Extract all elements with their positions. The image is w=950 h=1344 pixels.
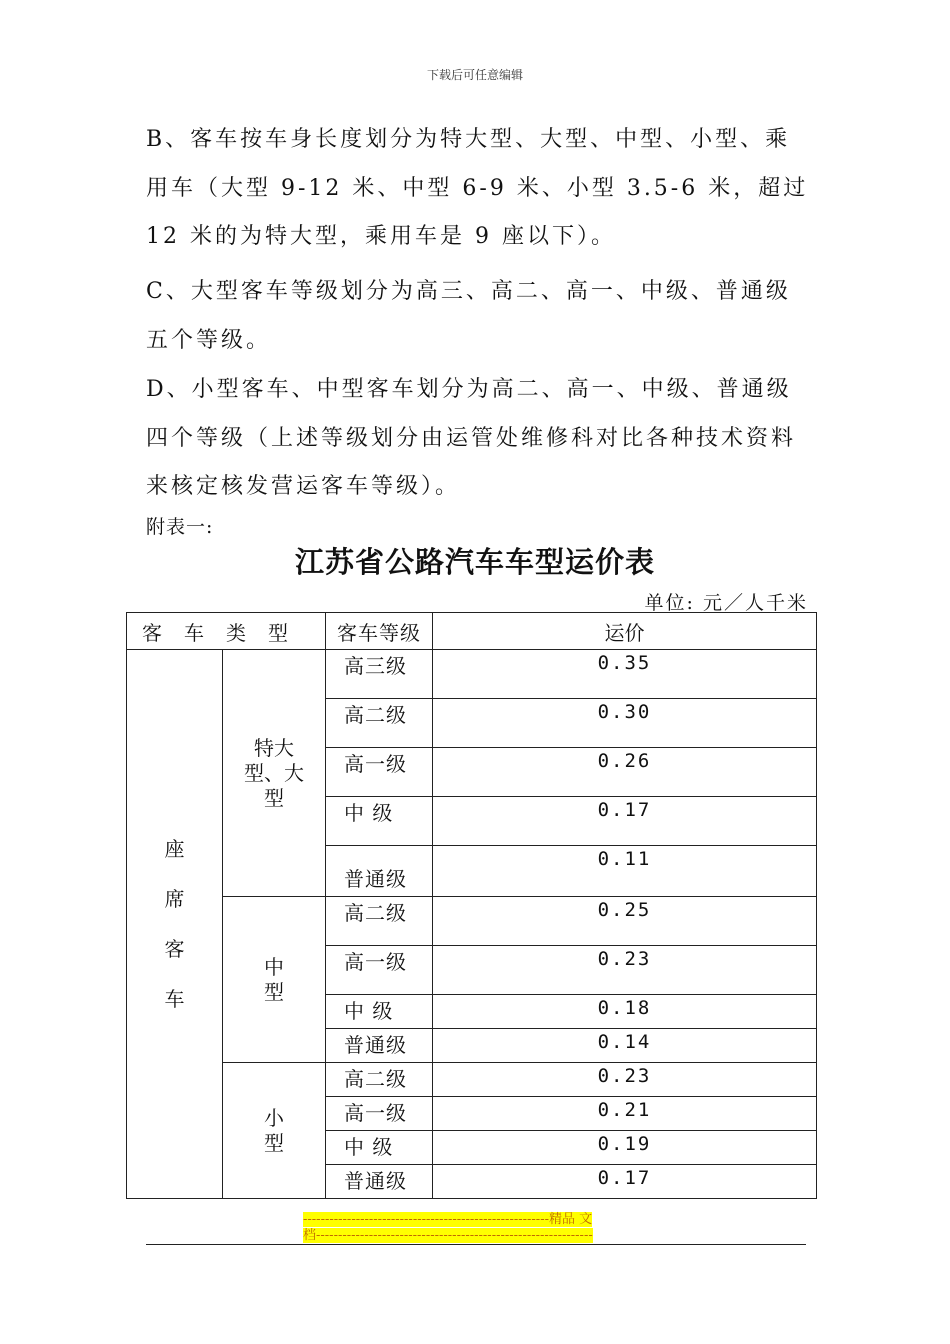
category-cell bbox=[127, 650, 223, 1199]
table-row bbox=[127, 897, 817, 946]
header-grade: 客车等级 bbox=[326, 613, 433, 650]
paragraph-d-text: D、小型客车、中型客车划分为高二、高一、中级、普通级四个等级（上述等级划分由运管处维修科对比各种技术资料来核定核发营运客车等级）。 bbox=[146, 377, 797, 499]
grade-cell: 中 级 bbox=[326, 995, 433, 1029]
price-cell: 0.21 bbox=[433, 1097, 817, 1131]
footer-line-2: 档--------------------------------------------------------------- bbox=[303, 1228, 593, 1243]
appendix-label: 附表一: bbox=[146, 516, 214, 538]
size-cell-small bbox=[223, 1063, 326, 1199]
price-cell: 0.23 bbox=[433, 946, 817, 995]
grade-cell: 高二级 bbox=[326, 699, 433, 748]
price-cell: 0.19 bbox=[433, 1131, 817, 1165]
table-header-row bbox=[127, 613, 817, 650]
price-cell: 0.25 bbox=[433, 897, 817, 946]
footer-rule bbox=[146, 1244, 806, 1245]
table-title: 江苏省公路汽车车型运价表 bbox=[294, 545, 655, 579]
header-type: 客车类型 bbox=[127, 613, 326, 650]
paragraph-c bbox=[146, 268, 810, 365]
grade-cell: 高二级 bbox=[326, 897, 433, 946]
unit-label: 单位: 元／人千米 bbox=[644, 592, 808, 614]
grade-cell: 高三级 bbox=[326, 650, 433, 699]
paragraph-b-text: B、客车按车身长度划分为特大型、大型、中型、小型、乘用车（大型 9-12 米、中型 6-9 米、小型 3.5-6 米，超过 12 米的为特大型，乘用车是 9 座以下）。 bbox=[146, 127, 809, 249]
price-cell: 0.14 bbox=[433, 1029, 817, 1063]
size-cell-large bbox=[223, 650, 326, 897]
price-cell: 0.35 bbox=[433, 650, 817, 699]
grade-cell: 中 级 bbox=[326, 1131, 433, 1165]
category-label: 座席客车 bbox=[164, 837, 185, 1011]
price-cell: 0.23 bbox=[433, 1063, 817, 1097]
grade-cell: 普通级 bbox=[326, 1165, 433, 1199]
fare-table bbox=[126, 612, 817, 1199]
grade-cell: 高一级 bbox=[326, 1097, 433, 1131]
footer-watermark bbox=[303, 1212, 648, 1244]
price-cell: 0.11 bbox=[433, 846, 817, 897]
paragraph-c-text: C、大型客车等级划分为高三、高二、高一、中级、普通级五个等级。 bbox=[146, 279, 791, 353]
price-cell: 0.17 bbox=[433, 797, 817, 846]
price-cell: 0.30 bbox=[433, 699, 817, 748]
header-price: 运价 bbox=[433, 613, 817, 650]
grade-cell: 高一级 bbox=[326, 946, 433, 995]
price-cell: 0.17 bbox=[433, 1165, 817, 1199]
size-cell-medium bbox=[223, 897, 326, 1063]
grade-cell: 中 级 bbox=[326, 797, 433, 846]
paragraph-b bbox=[146, 116, 810, 262]
grade-cell: 普通级 bbox=[326, 1029, 433, 1063]
size-label-medium: 中型 bbox=[264, 954, 284, 1004]
price-cell: 0.18 bbox=[433, 995, 817, 1029]
footer-line-1: --------------------------------------------------------精品 文 bbox=[303, 1212, 593, 1227]
size-label-large: 特大型、大型 bbox=[244, 735, 304, 810]
grade-cell: 高二级 bbox=[326, 1063, 433, 1097]
table-row bbox=[127, 650, 817, 699]
header-note: 下载后可任意编辑 bbox=[426, 68, 523, 82]
table-row bbox=[127, 1063, 817, 1097]
paragraph-d bbox=[146, 366, 810, 512]
price-cell: 0.26 bbox=[433, 748, 817, 797]
size-label-small: 小型 bbox=[264, 1105, 284, 1155]
grade-cell: 普通级 bbox=[326, 846, 433, 897]
grade-cell: 高一级 bbox=[326, 748, 433, 797]
